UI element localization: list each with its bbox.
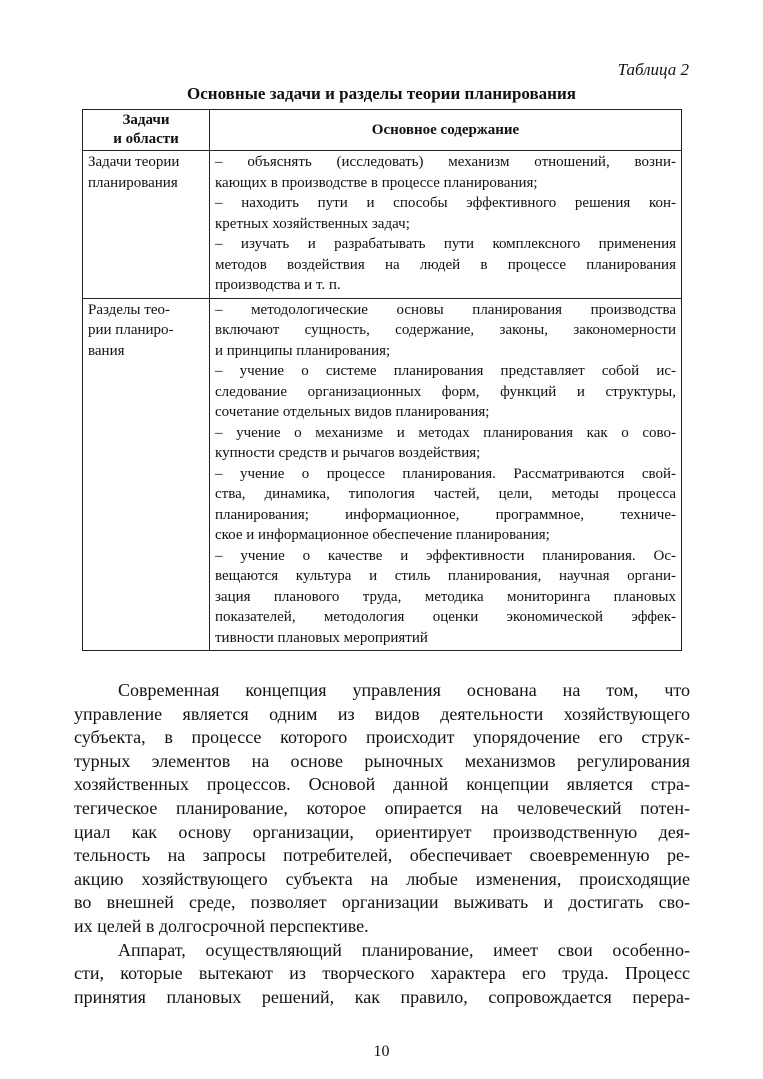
content-line: тивности плановых мероприятий: [215, 629, 428, 646]
row-content-tasks: [210, 151, 682, 299]
content-line: следование организационных форм, функций и структуры,: [215, 383, 676, 400]
content-line: – учение о качестве и эффективности планирования. Ос-: [215, 547, 676, 564]
content-line: производства и т. п.: [215, 277, 341, 293]
text-line: их целей в долгосрочной перспективе.: [74, 915, 369, 936]
content-line: кающих в производстве в процессе планирования;: [215, 174, 538, 191]
text-line: Современная концепция управления основана на том, что: [118, 680, 690, 700]
content-line: – учение о системе планирования представляет собой ис-: [215, 363, 676, 379]
text-line: циал как основу организации, ориентирует производственную дея-: [74, 821, 690, 842]
header-areas-line1: Задачи: [122, 112, 170, 128]
paragraph-planning-apparatus: [74, 939, 690, 1010]
content-line: кретных хозяйственных задач;: [215, 215, 410, 232]
text-line: акцию хозяйствующего субъекта на любые изменения, происходящие: [74, 868, 690, 889]
content-line: планирования; информационное, программное, техниче-: [215, 506, 676, 523]
body-text: [74, 679, 690, 1009]
content-line: и принципы планирования;: [215, 342, 391, 359]
content-line: – изучать и разрабатывать пути комплексного применения: [215, 236, 676, 252]
text-line: Аппарат, осуществляющий планирование, имеет свои особенно-: [118, 939, 690, 960]
content-line: включают сущность, содержание, законы, закономерности: [215, 322, 676, 338]
text-line: хозяйственных процессов. Основой данной концепции является стра-: [74, 774, 690, 795]
text-line: сти, которые вытекают из творческого характера его труда. Процесс: [74, 963, 690, 984]
row-area-sections: [83, 298, 210, 651]
table-title: Основные задачи и разделы теории планирования: [187, 84, 576, 103]
content-line: методов воздействия на людей в процессе планирования: [215, 256, 676, 273]
table-row: [83, 151, 682, 299]
content-line: – учение о механизме и методах планирования как о сово-: [215, 424, 676, 441]
content-line: показателей, методология оценки экономической эффек-: [215, 609, 676, 625]
text-line: во внешней среде, позволяет организации выживать и достигать сво-: [74, 892, 690, 913]
text-line: принятия плановых решений, как правило, сопровождается перера-: [74, 986, 690, 1007]
content-line: – учение о процессе планирования. Рассматриваются свой-: [215, 465, 676, 482]
paragraph-management-concept: [74, 679, 690, 939]
planning-theory-table: [82, 109, 682, 651]
area-line: Задачи теории: [88, 154, 180, 170]
content-line: – находить пути и способы эффективного решения кон-: [215, 195, 676, 211]
table-row: [83, 298, 682, 651]
page-number: 10: [373, 1043, 390, 1060]
row-content-sections: [210, 298, 682, 651]
content-line: сочетание отдельных видов планирования;: [215, 404, 490, 420]
area-line: планирования: [88, 174, 178, 191]
content-line: – методологические основы планирования производства: [215, 301, 676, 318]
content-line: ское и информационное обеспечение планирования;: [215, 527, 550, 543]
text-line: тельность на запросы потребителей, обеспечивает своевременную ре-: [74, 845, 690, 866]
content-line: ства, динамика, типология частей, цели, методы процесса: [215, 486, 676, 502]
area-line: вания: [88, 342, 125, 359]
text-line: управление является одним из видов деятельности хозяйствующего: [74, 703, 690, 724]
header-content: Основное содержание: [210, 110, 682, 151]
table-header-row: [83, 110, 682, 151]
content-line: купности средств и рычагов воздействия;: [215, 445, 481, 461]
content-line: вещаются культура и стиль планирования, научная органи-: [215, 568, 676, 584]
row-area-tasks: [83, 151, 210, 299]
header-areas: [83, 110, 210, 151]
text-line: тегическое планирование, которое опирается на человеческий потен-: [74, 797, 690, 818]
text-line: субъекта, в процессе которого происходит упорядочение его струк-: [74, 727, 690, 748]
content-line: зация планового труда, методика мониторинга плановых: [215, 588, 676, 605]
header-areas-line2: и области: [113, 131, 179, 147]
area-line: рии планиро-: [88, 322, 174, 338]
area-line: Разделы тео-: [88, 301, 170, 318]
table-label: Таблица 2: [617, 60, 689, 79]
text-line: турных элементов на основе рыночных механизмов регулирования: [74, 750, 690, 771]
content-line: – объяснять (исследовать) механизм отношений, возни-: [215, 154, 676, 170]
